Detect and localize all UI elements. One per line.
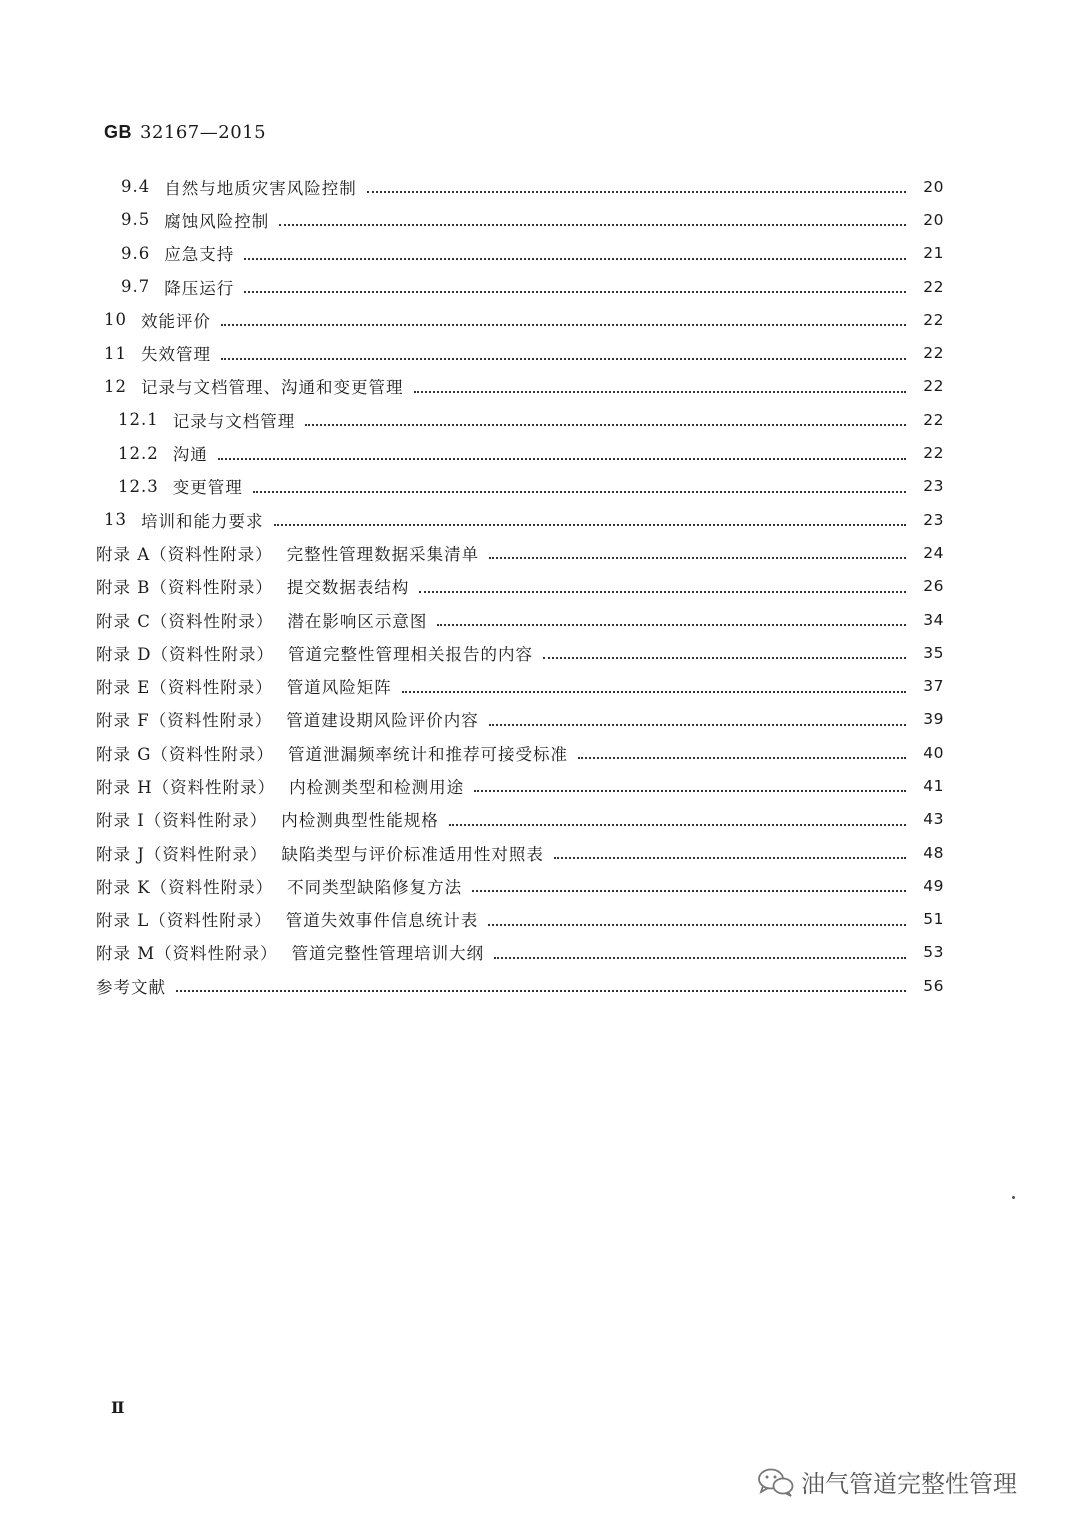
toc-entry [0, 303, 1080, 336]
toc-entry [0, 336, 1080, 369]
toc-entry-page: 51 [923, 910, 944, 929]
toc-leader-dots [543, 656, 906, 659]
toc-entry-number: 附录 A（资料性附录） [96, 544, 273, 564]
toc-leader-dots [419, 590, 906, 593]
toc-leader-dots [414, 390, 907, 393]
toc-entry-title: 管道建设期风险评价内容 [286, 711, 479, 731]
toc-entry-title: 不同类型缺陷修复方法 [287, 877, 463, 897]
toc-entry [0, 503, 1080, 536]
toc-entry-number: 附录 C（资料性附录） [96, 611, 274, 631]
toc-leader-dots [279, 223, 906, 226]
toc-entry-title: 失效管理 [141, 345, 211, 365]
toc-entry-page: 22 [923, 410, 944, 429]
toc-entry-number: 附录 I（资料性附录） [96, 811, 268, 831]
toc-entry [0, 170, 1080, 203]
toc-entry-title: 管道完整性管理培训大纲 [291, 944, 485, 964]
document-header [104, 122, 266, 143]
standard-code: 32167—2015 [140, 122, 267, 143]
toc-entry [0, 403, 1080, 436]
toc-entry-title: 提交数据表结构 [286, 578, 410, 598]
toc-entry-number: 12.2 [118, 443, 159, 463]
toc-entry-page: 20 [923, 210, 944, 229]
toc-entry [0, 370, 1080, 403]
toc-leader-dots [244, 257, 906, 260]
toc-entry [0, 436, 1080, 469]
toc-entry-page: 22 [923, 344, 944, 363]
toc-entry-page: 26 [923, 577, 944, 596]
toc-entry [0, 570, 1080, 603]
toc-entry-number: 附录 H（资料性附录） [96, 777, 276, 797]
toc-entry [0, 836, 1080, 869]
toc-entry-number: 12.1 [118, 410, 159, 430]
toc-entry-number: 附录 D（资料性附录） [96, 644, 274, 664]
toc-entry-page: 22 [923, 444, 944, 463]
toc-entry-page: 43 [923, 810, 944, 829]
toc-entry [0, 869, 1080, 902]
toc-leader-dots [218, 457, 906, 460]
toc-leader-dots [253, 490, 906, 493]
toc-entry-page: 35 [923, 643, 944, 662]
toc-entry [0, 769, 1080, 802]
toc-entry-title: 管道完整性管理相关报告的内容 [287, 644, 533, 664]
toc-entry-number: 附录 L（资料性附录） [96, 911, 272, 931]
toc-entry-number: 附录 E（资料性附录） [96, 678, 273, 698]
toc-entry-page: 22 [923, 310, 944, 329]
toc-entry-number: 9.5 [121, 210, 151, 230]
toc-entry-number: 12 [104, 376, 127, 396]
toc-entry-number: 11 [104, 343, 127, 363]
toc-entry-page: 23 [923, 477, 944, 496]
toc-entry-title: 培训和能力要求 [141, 511, 264, 531]
toc-entry-number: 附录 M（资料性附录） [96, 944, 278, 964]
toc-leader-dots [176, 989, 906, 992]
toc-entry-title: 潜在影响区示意图 [287, 611, 428, 631]
toc-entry-title: 管道失效事件信息统计表 [285, 911, 479, 931]
toc-entry-page: 34 [923, 610, 944, 629]
toc-entry-number: 12.3 [118, 476, 159, 496]
wechat-icon [757, 1467, 795, 1497]
toc-entry [0, 603, 1080, 636]
toc-entry [0, 270, 1080, 303]
toc-leader-dots [274, 523, 907, 526]
toc-leader-dots [244, 290, 906, 293]
toc-leader-dots [474, 789, 906, 792]
toc-leader-dots [449, 823, 906, 826]
toc-leader-dots [367, 190, 906, 193]
toc-leader-dots [221, 357, 906, 360]
toc-entry-title: 记录与文档管理、沟通和变更管理 [141, 378, 404, 398]
toc-leader-dots [488, 923, 906, 926]
toc-entry-number: 附录 F（资料性附录） [96, 711, 273, 731]
toc-entry [0, 936, 1080, 969]
toc-leader-dots [494, 956, 906, 959]
toc-entry-page: 22 [923, 377, 944, 396]
toc-entry-number: 9.6 [121, 243, 151, 263]
toc-leader-dots [437, 623, 906, 626]
toc-entry-title: 沟通 [172, 445, 208, 465]
toc-leader-dots [554, 856, 906, 859]
toc-entry [0, 470, 1080, 503]
toc-entry-title: 记录与文档管理 [172, 411, 296, 431]
toc-entry-page: 37 [923, 677, 944, 696]
toc-leader-dots [402, 690, 906, 693]
toc-entry-title: 内检测典型性能规格 [281, 811, 439, 831]
toc-entry-title: 效能评价 [141, 311, 211, 331]
toc-entry-page: 22 [923, 277, 944, 296]
toc-entry-page: 24 [923, 543, 944, 562]
toc-entry-page: 39 [923, 710, 944, 729]
toc-entry-page: 40 [923, 743, 944, 762]
watermark-text: 油气管道完整性管理 [801, 1470, 1017, 1498]
toc-leader-dots [489, 723, 906, 726]
toc-entry-title: 变更管理 [172, 478, 243, 498]
toc-entry-title: 管道泄漏频率统计和推荐可接受标准 [287, 744, 568, 764]
toc-entry-number: 10 [104, 310, 127, 330]
toc-entry-page: 21 [923, 244, 944, 263]
toc-leader-dots [305, 423, 906, 426]
toc-entry-number: 附录 G（资料性附录） [96, 744, 274, 764]
toc-entry-title: 完整性管理数据采集清单 [286, 544, 480, 564]
toc-leader-dots [472, 889, 906, 892]
page-number: Ⅱ [111, 1398, 125, 1417]
toc-entry-title: 内检测类型和检测用途 [289, 777, 465, 797]
toc-entry [0, 203, 1080, 236]
toc-entry-page: 56 [923, 976, 944, 995]
toc-leader-dots [221, 323, 906, 326]
toc-entry [0, 703, 1080, 736]
toc-entry-title: 管道风险矩阵 [286, 678, 392, 698]
toc-entry [0, 803, 1080, 836]
toc-entry [0, 237, 1080, 270]
scan-speck [1012, 1196, 1015, 1199]
toc-entry [0, 736, 1080, 769]
toc-entry-page: 41 [923, 776, 944, 795]
toc-leader-dots [578, 756, 906, 759]
toc-entry-number: 9.4 [121, 177, 151, 197]
toc-entry-title: 应急支持 [164, 245, 235, 265]
toc-entry-page: 20 [923, 177, 944, 196]
toc-entry-number: 附录 B（资料性附录） [96, 578, 273, 598]
toc-entry-title: 腐蚀风险控制 [164, 211, 270, 231]
toc-entry-title: 自然与地质灾害风险控制 [164, 178, 357, 198]
toc-entry-number: 附录 K（资料性附录） [96, 877, 274, 897]
standard-prefix: GB [104, 122, 132, 142]
toc-entry [0, 636, 1080, 669]
toc-entry-number: 13 [104, 510, 127, 530]
toc-entry [0, 903, 1080, 936]
toc-entry-title: 缺陷类型与评价标准适用性对照表 [281, 844, 544, 864]
toc-entry [0, 669, 1080, 702]
toc-entry-page: 48 [923, 843, 944, 862]
toc-entry-page: 53 [923, 943, 944, 962]
toc-entry [0, 969, 1080, 1002]
toc-entry-number: 9.7 [121, 277, 151, 297]
toc-entry-title: 参考文献 [96, 977, 166, 997]
toc-entry-number: 附录 J（资料性附录） [96, 844, 268, 864]
watermark [757, 1464, 1017, 1499]
toc-entry-title: 降压运行 [164, 278, 235, 298]
toc-entry-page: 49 [923, 876, 944, 895]
toc-entry [0, 536, 1080, 569]
toc-entry-page: 23 [923, 510, 944, 529]
toc-leader-dots [489, 556, 906, 559]
table-of-contents [0, 170, 1080, 1002]
